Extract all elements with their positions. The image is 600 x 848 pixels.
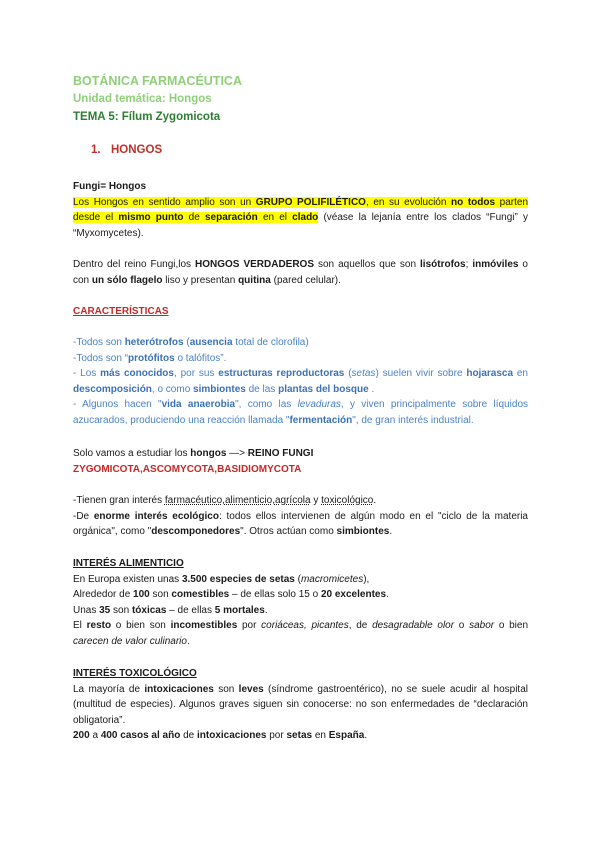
study-scope-line: Solo vamos a estudiar los hongos —> REINO FUNGI [73, 448, 314, 459]
toxicology-heading: INTERÉS TOXICOLÓGICO [73, 668, 197, 679]
food-interest-line: Unas 35 son tóxicas – de ellas 5 mortales. [73, 604, 268, 616]
characteristic-item: - Algunos hacen "vida anaerobia", como las levaduras, y viven principalmente sobre líquidos azucarados, produciendo una reacción llamada "fermentación", de gran interés industrial. [73, 399, 529, 426]
section-heading [91, 144, 162, 156]
true-fungi-paragraph: Dentro del reino Fungi,los HONGOS VERDADEROS son aquellos que son lisótrofos; inmóviles o con un sólo flagelo liso y presentan quitina (pared celular). [73, 259, 528, 286]
food-interest-line: Alrededor de 100 son comestibles – de ellas solo 15 o 20 excelentes. [73, 589, 389, 601]
characteristics-block [73, 304, 528, 320]
study-scope-block [73, 446, 528, 477]
ecological-interest-paragraph: -De enorme interés ecológico: todos ellos intervienen de algún modo en el "ciclo de la materia orgánica", como "descomponedores". Otros actúan como simbiontes. [73, 510, 528, 538]
course-title: BOTÁNICA FARMACÉUTICA [73, 74, 242, 88]
unit-title: Unidad temática: Hongos [73, 93, 212, 105]
food-interest-heading: INTERÉS ALIMENTICIO [73, 558, 184, 569]
document-header [73, 72, 242, 126]
section-number: 1. [91, 144, 101, 156]
interest-line: -Tienen gran interés farmacéutico,alimenticio,agrícola y toxicológico. [73, 495, 377, 506]
food-interest-block [73, 556, 528, 650]
toxicology-cases-line: 200 a 400 casos al año de intoxicaciones por setas en España. [73, 730, 368, 742]
characteristics-heading: CARACTERÍSTICAS [73, 306, 169, 317]
interest-block [73, 493, 528, 540]
characteristic-item: -Todos son “protófitos o talófitos”. [73, 352, 227, 364]
toxicology-interest-block [73, 666, 528, 744]
food-interest-line: El resto o bien son incomestibles por coriáceas, picantes, de desagradable olor o sabor o bien carecen de valor culinario. [73, 620, 529, 647]
characteristic-item: -Todos son heterótrofos (ausencia total de clorofila) [73, 337, 309, 348]
food-interest-line: En Europa existen unas 3.500 especies de setas (macromicetes), [73, 573, 370, 585]
fungi-title: Fungi= Hongos [73, 181, 147, 192]
fungi-block [73, 179, 528, 241]
toxicology-paragraph: La mayoría de intoxicaciones son leves (síndrome gastroentérico), no se suele acudir al hospital (multitud de especies). Algunos graves siguen sin conocerse: no son enfermedades de “declaración obligatoria”. [73, 683, 528, 726]
topic-title: TEMA 5: Fílum Zygomicota [73, 111, 221, 123]
characteristics-list [73, 335, 528, 429]
characteristic-item: - Los más conocidos, por sus estructuras reproductoras (setas) suelen vivir sobre hojarasca en descomposición, o como simbiontes de las plantas del bosque . [73, 368, 528, 395]
fungi-paragraph: Los Hongos en sentido amplio son un GRUPO POLIFILÉTICO, en su evolución no todos parten desde el mismo punto de separación en el clado (véase la lejanía entre los clados “Fungi” y “Myxomycetes). [73, 196, 529, 239]
phyla-list: ZYGOMICOTA,ASCOMYCOTA,BASIDIOMYCOTA [73, 463, 302, 475]
section-title: HONGOS [111, 144, 163, 156]
true-fungi-block [73, 257, 528, 288]
